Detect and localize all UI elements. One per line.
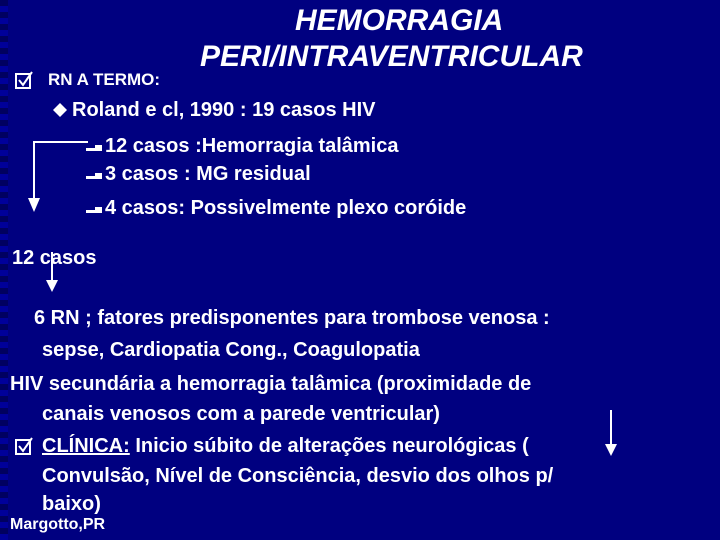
down-arrow-icon bbox=[603, 410, 619, 458]
checked-box-icon bbox=[14, 70, 34, 90]
checked-box-icon bbox=[14, 436, 34, 456]
body-line-6: Convulsão, Nível de Consciência, desvio dos olhos p/ bbox=[42, 465, 554, 487]
footer-author: Margotto,PR bbox=[10, 516, 106, 533]
body-line-1: 6 RN ; fatores predisponentes para trombose venosa : bbox=[34, 307, 550, 329]
body-line-7: baixo) bbox=[42, 493, 101, 515]
down-arrow-icon bbox=[44, 252, 60, 294]
clinica-text: Inicio súbito de alterações neurológicas ( bbox=[129, 435, 529, 457]
slide-title-line2: PERI/INTRAVENTRICULAR bbox=[200, 40, 583, 73]
slide-title-line1: HEMORRAGIA bbox=[295, 4, 504, 37]
sub-bullet-1: 12 casos :Hemorragia talâmica bbox=[105, 135, 399, 157]
body-line-3: HIV secundária a hemorragia talâmica (proximidade de bbox=[10, 373, 532, 395]
casos-12-label: 12 casos bbox=[12, 247, 97, 269]
decorative-stripe bbox=[0, 0, 8, 540]
bracket-down-arrow bbox=[26, 138, 90, 218]
body-line-4: canais venosos com a parede ventricular) bbox=[42, 403, 440, 425]
sub-bullet-3: 4 casos: Possivelmente plexo coróide bbox=[105, 197, 467, 219]
body-line-2: sepse, Cardiopatia Cong., Coagulopatia bbox=[42, 339, 420, 361]
clinica-label: CLÍNICA: bbox=[42, 435, 130, 457]
diamond-bullet-icon bbox=[52, 102, 68, 118]
sub-bullet-2: 3 casos : MG residual bbox=[105, 163, 311, 185]
clinica-line bbox=[42, 434, 529, 458]
roland-line: Roland e cl, 1990 : 19 casos HIV bbox=[72, 99, 376, 121]
rn-termo-label: RN A TERMO: bbox=[48, 70, 161, 89]
